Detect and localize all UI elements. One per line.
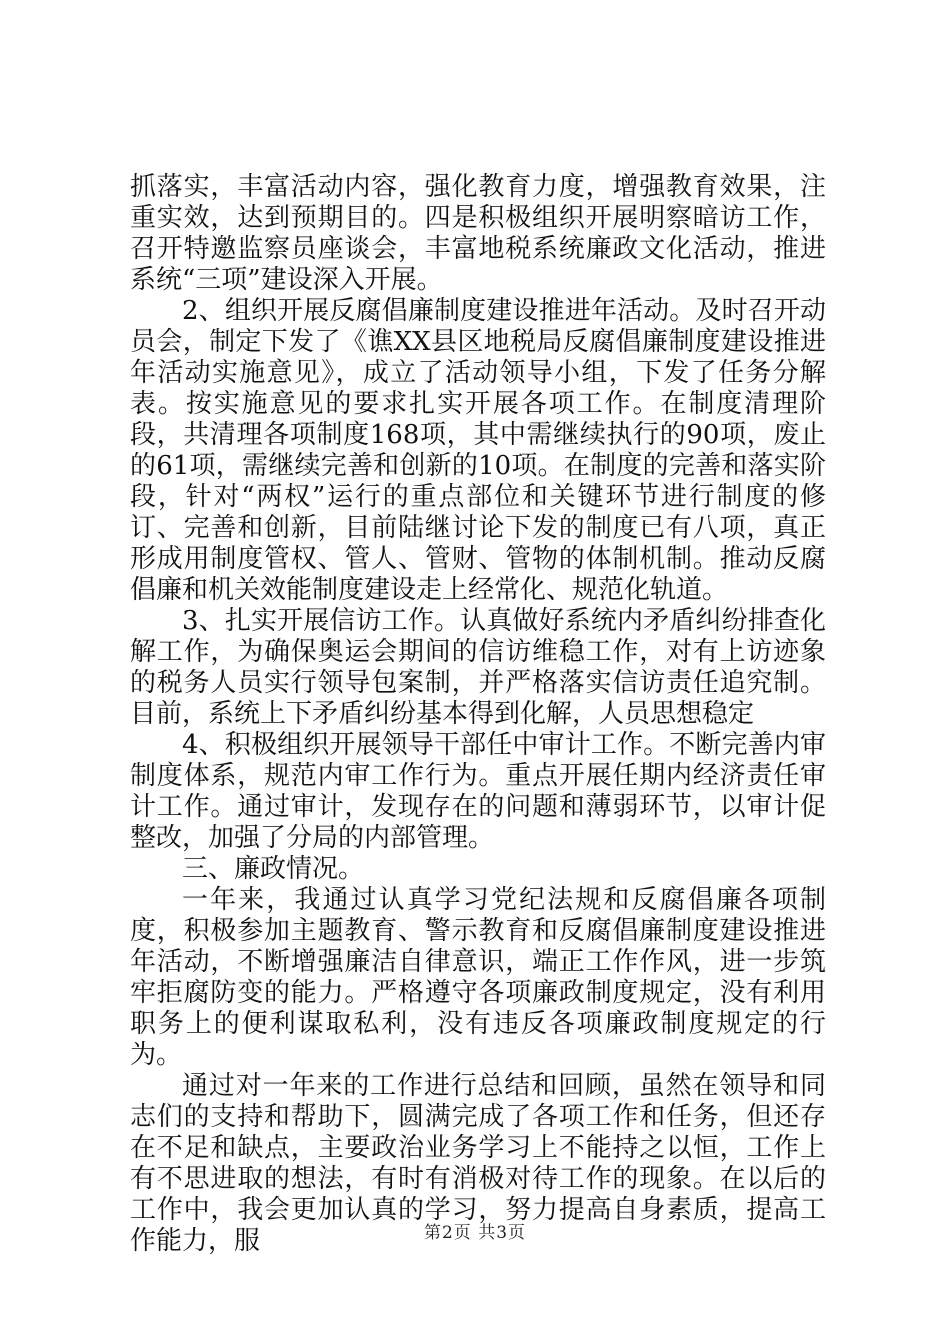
document-body	[130, 172, 826, 1257]
paragraph-item-4: 4、积极组织开展领导干部任中审计工作。不断完善内审制度体系，规范内审工作行为。重点开展任期内经济责任审计工作。通过审计，发现存在的问题和薄弱环节，以审计促整改，加强了分局的内部管理。	[130, 730, 826, 853]
paragraph-continuation: 抓落实，丰富活动内容，强化教育力度，增强教育效果，注重实效，达到预期目的。四是积极组织开展明察暗访工作，召开特邀监察员座谈会，丰富地税系统廉政文化活动，推进系统“三项”建设深入开展。	[130, 172, 826, 295]
section-heading-3: 三、廉政情况。	[182, 854, 365, 884]
paragraph-integrity: 一年来，我通过认真学习党纪法规和反腐倡廉各项制度，积极参加主题教育、警示教育和反腐倡廉制度建设推进年活动，不断增强廉洁自律意识，端正工作作风，进一步筑牢拒腐防变的能力。严格遵守各项廉政制度规定，没有利用职务上的便利谋取私利，没有违反各项廉政制度规定的行为。	[130, 885, 826, 1070]
page-number-footer: 第2页 共3页	[423, 1223, 527, 1243]
paragraph-summary: 通过对一年来的工作进行总结和回顾，虽然在领导和同志们的支持和帮助下，圆满完成了各项工作和任务，但还存在不足和缺点，主要政治业务学习上不能持之以恒，工作上有不思进取的想法，有时有消极对待工作的现象。在以后的工作中，我会更加认真的学习，努力提高自身素质，提高工作能力，服	[130, 1071, 826, 1256]
paragraph-item-2: 2、组织开展反腐倡廉制度建设推进年活动。及时召开动员会，制定下发了《谯XX县区地税局反腐倡廉制度建设推进年活动实施意见》，成立了活动领导小组，下发了任务分解表。按实施意见的要求扎实开展各项工作。在制度清理阶段，共清理各项制度168项，其中需继续执行的90项，废止的61项，需继续完善和创新的10项。在制度的完善和落实阶段，针对“两权”运行的重点部位和关键环节进行制度的修订、完善和创新，目前陆继讨论下发的制度已有八项，真正形成用制度管权、管人、管财、管物的体制机制。推动反腐倡廉和机关效能制度建设走上经常化、规范化轨道。	[130, 296, 826, 605]
paragraph-item-3: 3、扎实开展信访工作。认真做好系统内矛盾纠纷排查化解工作，为确保奥运会期间的信访维稳工作，对有上访迹象的税务人员实行领导包案制，并严格落实信访责任追究制。目前，系统上下矛盾纠纷基本得到化解，人员思想稳定	[130, 606, 826, 729]
